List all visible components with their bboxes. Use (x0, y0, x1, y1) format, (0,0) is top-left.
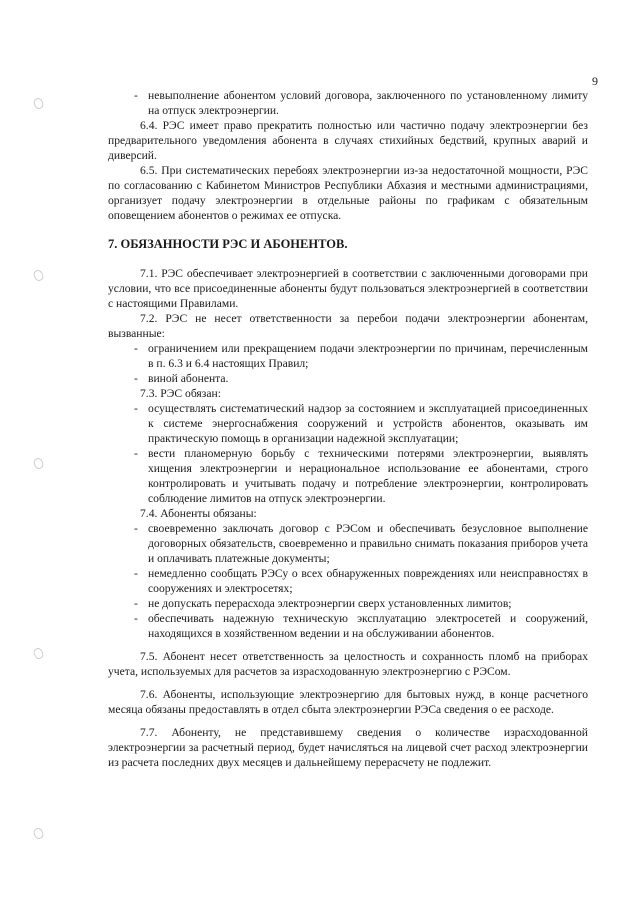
paragraph-7-7: 7.7. Абоненту, не представившему сведения о количестве израсходованной электроэнергии за расчетный период, будет начисляться на лицевой счет расход электроэнергии из расчета последних двух месяцев и дальнейшему перерасчету не подлежит. (108, 726, 588, 769)
page-number: 9 (592, 74, 598, 88)
document-body (108, 88, 588, 770)
punch-hole-mark (32, 647, 45, 661)
punch-hole-mark (32, 97, 45, 111)
list-item: - обеспечивать надежную техническую эксплуатацию электросетей и сооружений, находящихся в хозяйственном ведении и на обслуживании абонентов. (108, 611, 588, 641)
punch-hole-mark (32, 827, 45, 841)
list-item: - немедленно сообщать РЭСу о всех обнаруженных повреждениях или неисправностях в сооружениях и электросетях; (108, 566, 588, 596)
paragraph-7-5: 7.5. Абонент несет ответственность за целостность и сохранность пломб на приборах учета, используемых для расчетов за израсходованную электроэнергию с РЭСом. (108, 650, 588, 678)
list-item: - не допускать перерасхода электроэнергии сверх установленных лимитов; (108, 596, 588, 611)
section-heading: 7. ОБЯЗАННОСТИ РЭС И АБОНЕНТОВ. (108, 237, 348, 251)
paragraph-6-5: 6.5. При систематических перебоях электроэнергии из-за недостаточной мощности, РЭС по согласованию с Кабинетом Министров Республики Абхазия и местными администрациями, организует подачу электроэнергии в отдельные районы по графикам с обязательным оповещением абонентов о режимах ее отпуска. (108, 164, 588, 222)
punch-hole-mark (32, 457, 45, 471)
list-item: - ограничением или прекращением подачи электроэнергии по причинам, перечисленным в п. 6.3 и 6.4 настоящих Правил; (108, 341, 588, 371)
list-item: - осуществлять систематический надзор за состоянием и эксплуатацией присоединенных к системе энергоснабжения сооружений и устройств абонентов, оказывать им практическую помощь в организации надежной эксплуатации; (108, 401, 588, 446)
paragraph-6-4: 6.4. РЭС имеет право прекратить полностью или частично подачу электроэнергии без предварительного уведомления абонента в случаях стихийных бедствий, крупных аварий и диверсий. (108, 119, 588, 162)
paragraph-7-4: 7.4. Абоненты обязаны: (140, 507, 257, 520)
list-item: - вести планомерную борьбу с техническими потерями электроэнергии, выявлять хищения электроэнергии и нерациональное использование ее абонентами, строго контролировать и учитывать подачу и потребление электроэнергии, контролировать соблюдение лимитов на отпуск электроэнергии. (108, 446, 588, 506)
paragraph-7-1: 7.1. РЭС обеспечивает электроэнергией в соответствии с заключенными договорами при условии, что все присоединенные абоненты будут пользоваться электроэнергией в соответствии с настоящими Правилами. (108, 267, 588, 310)
punch-hole-mark (32, 269, 45, 283)
paragraph-7-3: 7.3. РЭС обязан: (140, 387, 221, 400)
list-item: - виной абонента. (108, 371, 588, 386)
paragraph-7-6: 7.6. Абоненты, использующие электроэнергию для бытовых нужд, в конце расчетного месяца обязаны предоставлять в отдел сбыта электроэнергии РЭСа сведения о ее расходе. (108, 688, 588, 716)
list-item: - невыполнение абонентом условий договора, заключенного по установленному лимиту на отпуск электроэнергии. (108, 88, 588, 118)
paragraph-7-2: 7.2. РЭС не несет ответственности за перебои подачи электроэнергии абонентам, вызванные: (108, 312, 588, 340)
list-item: - своевременно заключать договор с РЭСом и обеспечивать безусловное выполнение договорных обязательств, своевременно и правильно снимать показания приборов учета и оплачивать платежные документы; (108, 521, 588, 566)
